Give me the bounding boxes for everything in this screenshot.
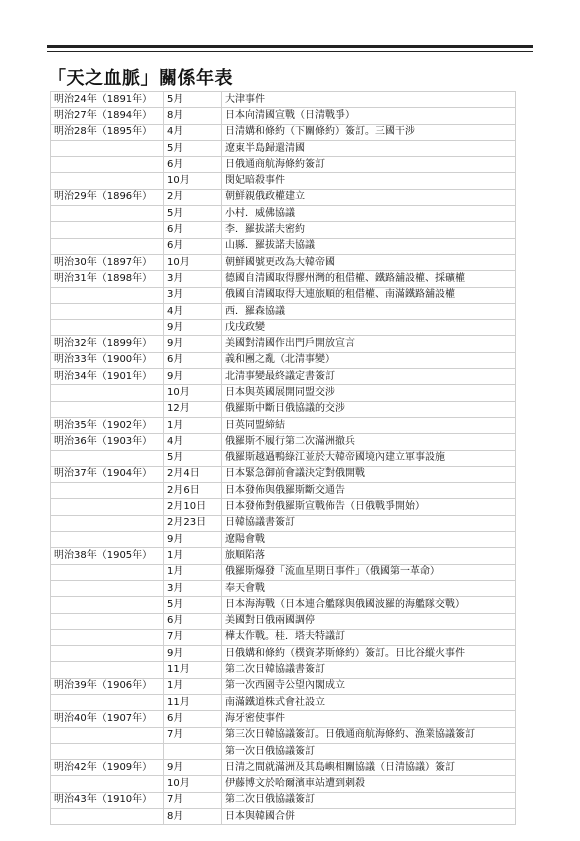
month-cell: 5月 [164, 140, 222, 156]
table-row [51, 124, 516, 140]
table-row [51, 727, 516, 743]
era-year-cell: 明治37年（1904年） [51, 466, 164, 482]
era-year-cell [51, 809, 164, 825]
event-cell: 遼陽會戰 [222, 532, 516, 548]
era-year-cell: 明治27年（1894年） [51, 108, 164, 124]
table-row [51, 108, 516, 124]
event-cell: 遼東半島歸還清國 [222, 140, 516, 156]
table-row [51, 287, 516, 303]
table-row [51, 450, 516, 466]
event-cell: 第一次日俄協議簽訂 [222, 743, 516, 759]
month-cell: 11月 [164, 694, 222, 710]
era-year-cell [51, 727, 164, 743]
event-cell: 日本與英國展開同盟交涉 [222, 385, 516, 401]
table-row [51, 352, 516, 368]
table-row [51, 646, 516, 662]
month-cell: 2月23日 [164, 515, 222, 531]
table-row [51, 548, 516, 564]
month-cell: 10月 [164, 385, 222, 401]
table-row [51, 369, 516, 385]
table-row [51, 271, 516, 287]
month-cell: 8月 [164, 809, 222, 825]
event-cell: 德國自清國取得膠州灣的租借權、鐵路舖設權、採礦權 [222, 271, 516, 287]
event-cell: 小村．威佛協議 [222, 206, 516, 222]
event-cell: 日英同盟締結 [222, 417, 516, 433]
month-cell: 9月 [164, 369, 222, 385]
event-cell: 第二次日俄協議簽訂 [222, 792, 516, 808]
month-cell: 7月 [164, 792, 222, 808]
era-year-cell: 明治28年（1895年） [51, 124, 164, 140]
header-rule-thick [47, 45, 533, 48]
era-year-cell: 明治31年（1898年） [51, 271, 164, 287]
era-year-cell: 明治34年（1901年） [51, 369, 164, 385]
header-rule-thin [47, 51, 533, 52]
table-row [51, 776, 516, 792]
table-row [51, 532, 516, 548]
event-cell: 第二次日韓協議書簽訂 [222, 662, 516, 678]
month-cell: 2月 [164, 189, 222, 205]
event-cell: 日韓協議書簽訂 [222, 515, 516, 531]
month-cell: 9月 [164, 336, 222, 352]
table-row [51, 694, 516, 710]
table-row [51, 809, 516, 825]
era-year-cell [51, 222, 164, 238]
table-row [51, 792, 516, 808]
month-cell: 2月4日 [164, 466, 222, 482]
month-cell: 4月 [164, 434, 222, 450]
era-year-cell [51, 450, 164, 466]
event-cell: 伊藤博文於哈爾濱車站遭到刺殺 [222, 776, 516, 792]
event-cell: 美國對日俄兩國調停 [222, 613, 516, 629]
event-cell: 義和團之亂（北清事變） [222, 352, 516, 368]
era-year-cell [51, 303, 164, 319]
era-year-cell [51, 320, 164, 336]
month-cell: 9月 [164, 760, 222, 776]
table-row [51, 483, 516, 499]
table-row [51, 222, 516, 238]
table-row [51, 564, 516, 580]
era-year-cell [51, 401, 164, 417]
table-row [51, 238, 516, 254]
era-year-cell [51, 140, 164, 156]
month-cell: 10月 [164, 173, 222, 189]
event-cell: 西．羅森協議 [222, 303, 516, 319]
event-cell: 日本緊急御前會議決定對俄開戰 [222, 466, 516, 482]
era-year-cell [51, 173, 164, 189]
table-row [51, 401, 516, 417]
table-row [51, 303, 516, 319]
era-year-cell [51, 515, 164, 531]
table-row [51, 140, 516, 156]
event-cell: 日本海海戰（日本連合艦隊與俄國波羅的海艦隊交戰） [222, 597, 516, 613]
table-row [51, 466, 516, 482]
month-cell [164, 743, 222, 759]
era-year-cell [51, 743, 164, 759]
era-year-cell [51, 613, 164, 629]
event-cell: 閔妃暗殺事件 [222, 173, 516, 189]
month-cell: 7月 [164, 727, 222, 743]
table-row [51, 743, 516, 759]
table-row [51, 711, 516, 727]
event-cell: 日本發佈對俄羅斯宣戰佈告（日俄戰爭開始） [222, 499, 516, 515]
month-cell: 6月 [164, 222, 222, 238]
event-cell: 日本發佈與俄羅斯斷交通告 [222, 483, 516, 499]
era-year-cell [51, 662, 164, 678]
era-year-cell: 明治38年（1905年） [51, 548, 164, 564]
era-year-cell: 明治39年（1906年） [51, 678, 164, 694]
month-cell: 3月 [164, 287, 222, 303]
era-year-cell: 明治24年（1891年） [51, 92, 164, 108]
event-cell: 俄國自清國取得大連旅順的租借權、南滿鐵路舖設權 [222, 287, 516, 303]
month-cell: 1月 [164, 678, 222, 694]
table-row [51, 336, 516, 352]
event-cell: 北清事變最終議定書簽訂 [222, 369, 516, 385]
event-cell: 海牙密使事件 [222, 711, 516, 727]
month-cell: 12月 [164, 401, 222, 417]
era-year-cell: 明治42年（1909年） [51, 760, 164, 776]
era-year-cell: 明治29年（1896年） [51, 189, 164, 205]
table-row [51, 662, 516, 678]
month-cell: 3月 [164, 271, 222, 287]
event-cell: 戊戌政變 [222, 320, 516, 336]
era-year-cell: 明治36年（1903年） [51, 434, 164, 450]
era-year-cell [51, 776, 164, 792]
era-year-cell: 明治35年（1902年） [51, 417, 164, 433]
event-cell: 日俄通商航海條約簽訂 [222, 157, 516, 173]
era-year-cell: 明治43年（1910年） [51, 792, 164, 808]
month-cell: 5月 [164, 92, 222, 108]
month-cell: 4月 [164, 124, 222, 140]
event-cell: 俄羅斯不履行第二次滿洲撤兵 [222, 434, 516, 450]
month-cell: 2月10日 [164, 499, 222, 515]
table-row [51, 499, 516, 515]
month-cell: 5月 [164, 206, 222, 222]
event-cell: 第三次日韓協議簽訂。日俄通商航海條約、漁業協議簽訂 [222, 727, 516, 743]
event-cell: 山縣．羅拔諾夫協議 [222, 238, 516, 254]
chronology-table [50, 91, 516, 825]
month-cell: 4月 [164, 303, 222, 319]
table-row [51, 206, 516, 222]
event-cell: 李．羅拔諾夫密約 [222, 222, 516, 238]
month-cell: 11月 [164, 662, 222, 678]
event-cell: 奉天會戰 [222, 580, 516, 596]
month-cell: 9月 [164, 320, 222, 336]
page-title: 「天之血脈」關係年表 [48, 68, 233, 89]
era-year-cell [51, 206, 164, 222]
era-year-cell [51, 597, 164, 613]
event-cell: 第一次西園寺公望內閣成立 [222, 678, 516, 694]
month-cell: 6月 [164, 352, 222, 368]
era-year-cell: 明治40年（1907年） [51, 711, 164, 727]
table-row [51, 417, 516, 433]
table-row [51, 189, 516, 205]
month-cell: 5月 [164, 597, 222, 613]
month-cell: 2月6日 [164, 483, 222, 499]
era-year-cell [51, 646, 164, 662]
table-row [51, 92, 516, 108]
event-cell: 俄羅斯越過鴨綠江並於大韓帝國境內建立軍事設施 [222, 450, 516, 466]
month-cell: 1月 [164, 548, 222, 564]
month-cell: 5月 [164, 450, 222, 466]
table-row [51, 629, 516, 645]
month-cell: 6月 [164, 711, 222, 727]
event-cell: 旅順陷落 [222, 548, 516, 564]
era-year-cell [51, 532, 164, 548]
era-year-cell [51, 238, 164, 254]
era-year-cell [51, 157, 164, 173]
event-cell: 朝鮮國號更改為大韓帝國 [222, 254, 516, 270]
era-year-cell: 明治30年（1897年） [51, 254, 164, 270]
era-year-cell [51, 564, 164, 580]
era-year-cell: 明治33年（1900年） [51, 352, 164, 368]
event-cell: 美國對清國作出門戶開放宣言 [222, 336, 516, 352]
table-row [51, 613, 516, 629]
month-cell: 9月 [164, 646, 222, 662]
event-cell: 日本向清國宣戰（日清戰爭） [222, 108, 516, 124]
table-row [51, 434, 516, 450]
table-row [51, 385, 516, 401]
event-cell: 日清媾和條約（下關條約）簽訂。三國干涉 [222, 124, 516, 140]
era-year-cell [51, 694, 164, 710]
month-cell: 6月 [164, 238, 222, 254]
table-row [51, 678, 516, 694]
month-cell: 9月 [164, 532, 222, 548]
event-cell: 俄羅斯爆發「流血星期日事件」（俄國第一革命） [222, 564, 516, 580]
era-year-cell [51, 499, 164, 515]
month-cell: 1月 [164, 564, 222, 580]
event-cell: 俄羅斯中斷日俄協議的交涉 [222, 401, 516, 417]
event-cell: 日本與韓國合併 [222, 809, 516, 825]
event-cell: 南滿鐵道株式會社設立 [222, 694, 516, 710]
event-cell: 樺太作戰。桂．塔夫特議訂 [222, 629, 516, 645]
event-cell: 朝鮮親俄政權建立 [222, 189, 516, 205]
month-cell: 7月 [164, 629, 222, 645]
table-row [51, 320, 516, 336]
table-row [51, 515, 516, 531]
table-row [51, 597, 516, 613]
era-year-cell [51, 287, 164, 303]
month-cell: 8月 [164, 108, 222, 124]
month-cell: 1月 [164, 417, 222, 433]
month-cell: 10月 [164, 776, 222, 792]
month-cell: 6月 [164, 613, 222, 629]
table-row [51, 173, 516, 189]
era-year-cell [51, 385, 164, 401]
era-year-cell [51, 629, 164, 645]
month-cell: 6月 [164, 157, 222, 173]
month-cell: 3月 [164, 580, 222, 596]
era-year-cell [51, 483, 164, 499]
table-row [51, 760, 516, 776]
event-cell: 大津事件 [222, 92, 516, 108]
month-cell: 10月 [164, 254, 222, 270]
event-cell: 日俄媾和條約（樸資茅斯條約）簽訂。日比谷縱火事件 [222, 646, 516, 662]
table-row [51, 157, 516, 173]
table-row [51, 580, 516, 596]
table-row [51, 254, 516, 270]
era-year-cell [51, 580, 164, 596]
event-cell: 日清之間就滿洲及其島嶼相關協議（日清協議）簽訂 [222, 760, 516, 776]
era-year-cell: 明治32年（1899年） [51, 336, 164, 352]
